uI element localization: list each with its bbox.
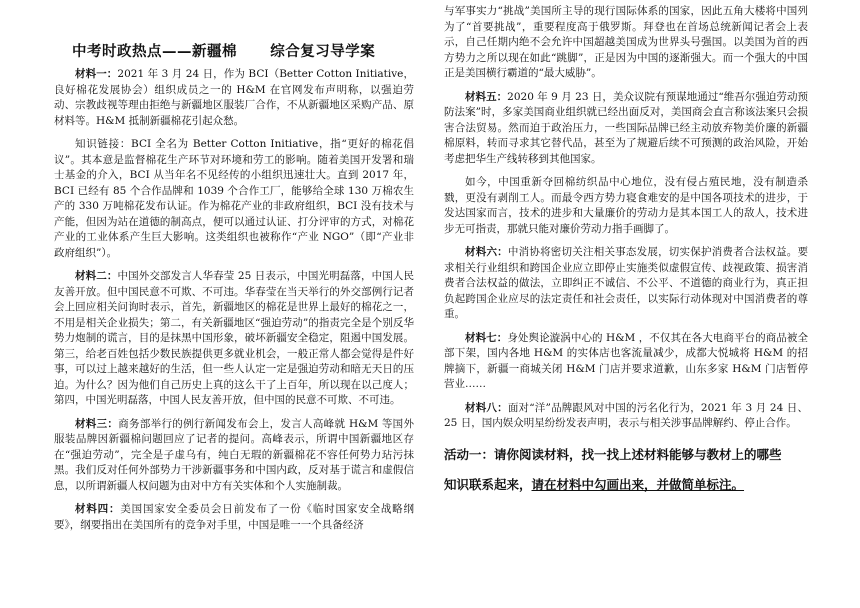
material-8 [444,401,808,432]
knowledge-link [54,137,414,261]
material-1 [54,67,414,129]
material-text: 2021 年 3 月 24 日，作为 BCI（Better Cotton Initiative，良好棉花发展协会）组织成员之一的 H&M 在官网发布声明称，以强迫劳动、宗教歧视等理由拒绝与新疆地区服装厂合作，不从新疆地区采购产品、原材料等。H&M 抵制新疆棉花引起众愁。 [54,68,414,127]
material-label: 材料四： [75,503,121,515]
material-4-continued [444,4,808,82]
material-text: 美国国家安全委员会日前发布了一份《临时国家安全战略纲要》，纲要指出在美国所有的竞争对手里，中国是唯一一个具备经济 [54,503,415,531]
left-column [54,40,414,541]
activity-line-2-plain: 知识联系起来， [444,476,532,492]
material-3 [54,417,414,495]
activity-line-2-underlined: 请在材料中勾画出来，并做简单标注。 [531,476,745,492]
material-5-continued [444,175,808,237]
activity-line-1: 活动一：请你阅读材料，找一找上述材料能够与教材上的哪些 [444,446,782,462]
material-text: 如今，中国重新夺回棉纺织品中心地位，没有侵占殖民地，没有制造杀戮，更没有剥削工人。而最令西方势力寝食难安的是中国各项技术的进步，于发达国家而言，技术的进步和大量廉价的劳动力是其本国工人的敌人，技术进步无可指责，那就只能对廉价劳动力指手画脚了。 [444,176,808,235]
material-text: 商务部举行的例行新闻发布会上，发言人高峰就 H&M 等国外服装品牌因新疆棉问题回应了记者的提问。高峰表示，所谓中国新疆地区存在“强迫劳动”，完全是子虚乌有，纯白无瑕的新疆棉花不容任何势力玷污抹黑。我们反对任何外部势力干涉新疆事务和中国内政，反对基于谎言和虚假信息，以所谓新疆人权问题为由对中方有关实体和个人实施制裁。 [54,417,414,492]
material-7 [444,331,808,393]
material-2 [54,269,414,409]
material-text: 知识链接：BCI 全名为 Better Cotton Initiative，指“更好的棉花倡议”。其本意是监督棉花生产环节对环境和劳工的影响。随着美国开发署和瑞士基金的介入，BCI 从当年名不见经传的小组织迅速壮大。直到 2017 年，BCI 已经有 85 个合作品牌和 1039 个合作工厂，能够给全球 130 万棉农生产的 330 万吨棉花发布认证。作为棉花产业的非政府组织，BCI 没有技术与产能，但因为站在道德的制高点，便可以通过认证、打分评审的方式，对棉花产业的工业体系产生巨大影响。这类组织也被称作“产业 NGO”（即“产业非政府组织”）。 [54,138,414,259]
material-text: 2020 年 9 月 23 日，美众议院有预谋地通过“维吾尔强迫劳动预防法案”时，多家美国商业组织就已经出面反对，美国商会直言称该法案只会损害合法贸易。然而迫于政治压力，一些国际品牌已经主动放弃物美价廉的新疆棉原料，转而寻求其它替代品，甚至为了规避后续不可预测的政治风险，开始考虑把华生产线转移到其他国家。 [444,90,808,165]
material-label: 材料六： [465,246,508,258]
material-text: 中国外交部发言人华春莹 25 日表示，中国光明磊落，中国人民友善开放。但中国民意不可欺、不可违。华春莹在当天举行的外交部例行记者会上回应相关问询时表示，首先，新疆地区的棉花是世界上最好的棉花之一，不用是相关企业损失；第二，有关新疆地区“强迫劳动”的指责完全是个别反华势力炮制的谎言，目的是抹黑中国形象，破坏新疆安全稳定，阻遏中国发展。第三，给老百姓包括少数民族提供更多就业机会，一般正常人都会觉得是件好事，可以过上越来越好的生活，但一些人认定一定是强迫劳动和暗无天日的压迫。为什么？因为他们自己历史上真的这么干了上百年，所以现在以己度人；第四，中国光明磊落，中国人民友善开放，但中国的民意不可欺、不可违。 [54,270,414,406]
activity-instruction [444,440,808,500]
material-text: 身处舆论漩涡中心的 H&M ，不仅其在各大电商平台的商品被全部下架，国内各地 H&M 的实体店也客流量减少，成都大悦城将 H&M 的招牌摘下，新疆一商城关闭 H&M 门店并要求道歉，山东多家 H&M 门店暂停营业…… [444,331,808,390]
material-5 [444,90,808,168]
page-title: 中考时政热点——新疆棉 综合复习导学案 [72,44,376,60]
right-column [444,4,808,500]
material-4 [54,502,414,533]
material-text: 与军事实力“挑战”美国所主导的现行国际体系的国家，因此五角大楼将中国列为了“首要挑战”，重要程度高于俄罗斯。拜登也在首场总统新闻记者会上表示，自己任期内绝不会允许中国超越美国成为世界头号强国。以美国为首的西方势力之所以现在如此“跳脚”，正是因为中国的逐渐强大。而一个强大的中国正是美国横行霸道的“最大威胁”。 [444,5,808,79]
material-label: 材料八： [465,401,508,414]
material-6 [444,245,808,323]
material-label: 材料一： [75,68,118,80]
material-label: 材料七： [465,331,508,344]
material-text: 面对“洋”品牌跟风对中国的污名化行为，2021 年 3 月 24 日、25 日，国内娱众明星纷纷发表声明，表示与相关涉事品牌解约、停止合作。 [444,401,809,429]
material-text: 中消协将密切关注相关事态发展，切实保护消费者合法权益。要求相关行业组织和跨国企业应立即停止实施类似虚假宣传、歧视政策、损害消费者合法权益的做法，立即纠正不诚信、不公平、不道德的商业行为，真正担负起跨国企业应尽的法定责任和社会责任，以实际行动体现对中国消费者的尊重。 [444,246,809,320]
material-label: 材料五： [465,90,508,103]
material-label: 材料二： [75,270,118,282]
material-label: 材料三： [75,417,119,430]
activity-line-2 [444,470,808,500]
